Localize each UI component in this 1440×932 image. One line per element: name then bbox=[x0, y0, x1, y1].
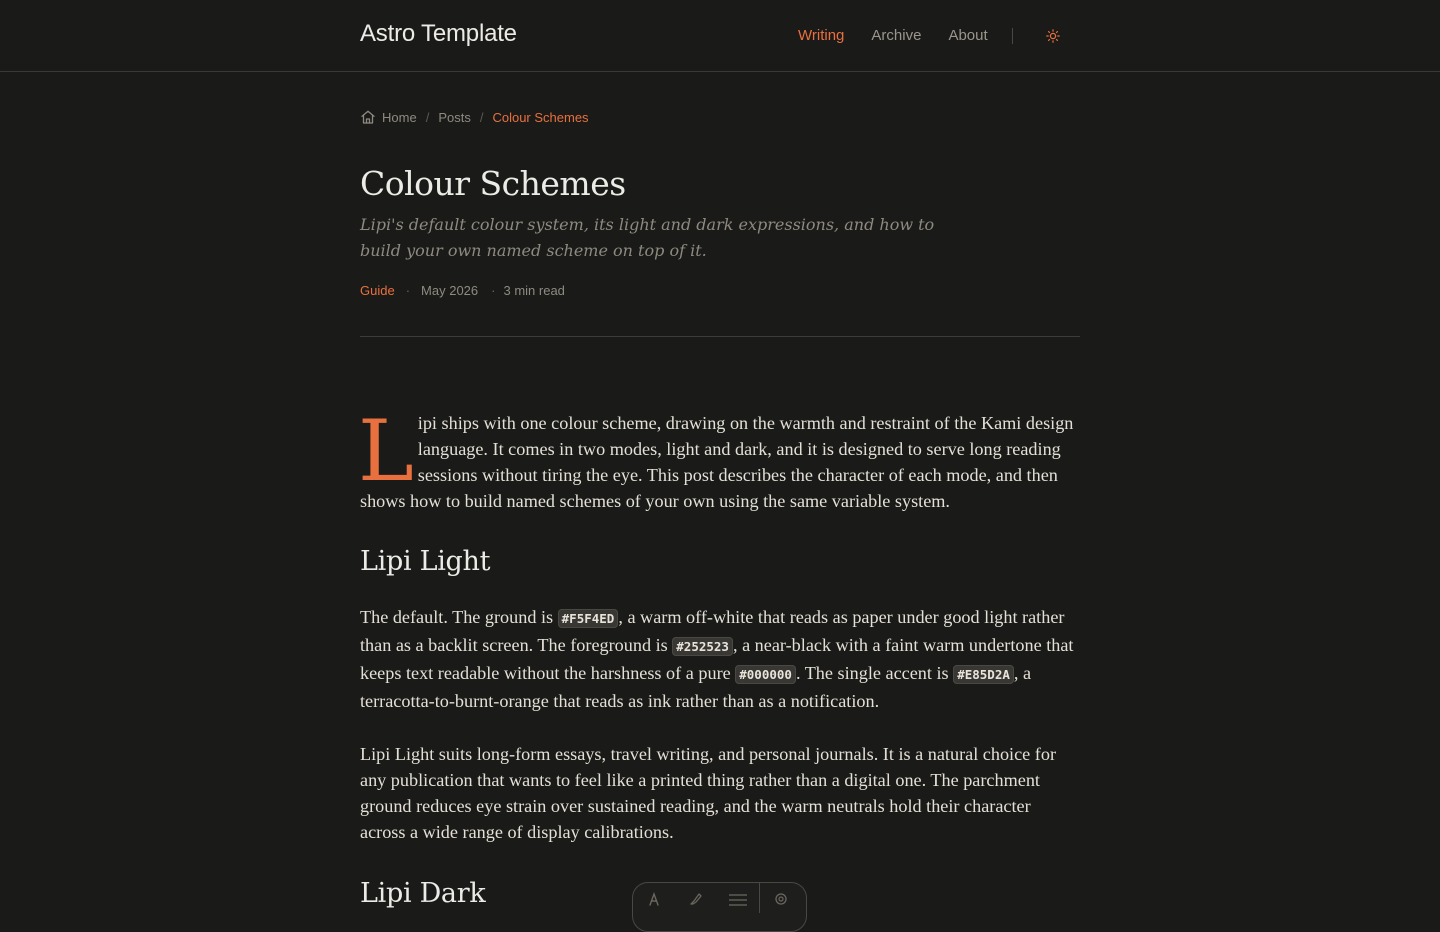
post-meta bbox=[360, 283, 565, 298]
meta-separator: · bbox=[491, 283, 496, 298]
nav-writing[interactable]: Writing bbox=[798, 27, 845, 44]
color-code: #E85D2A bbox=[953, 665, 1014, 684]
post-body bbox=[358, 402, 1080, 912]
sun-icon[interactable] bbox=[1046, 29, 1060, 43]
breadcrumb-current: Colour Schemes bbox=[492, 109, 589, 125]
paragraph-lipi-light-colors bbox=[360, 604, 1080, 714]
nav-divider bbox=[1012, 28, 1013, 44]
breadcrumb-home[interactable]: Home bbox=[382, 109, 417, 125]
highlight-icon[interactable] bbox=[675, 891, 717, 915]
intro-text: ipi ships with one colour scheme, drawing on the warmth and restraint of the Kami design language. It comes in two modes, light and dark, and it is designed to serve long reading sessions without tiring the eye. This post describes the character of each mode, and then shows how to build named schemes of your own using the same variable system. bbox=[360, 413, 1074, 511]
intro-paragraph bbox=[358, 402, 1080, 514]
section-heading-lipi-dark: Lipi Dark bbox=[360, 878, 486, 909]
nav-about[interactable]: About bbox=[948, 27, 988, 44]
text-run: , a terracotta-to-burnt-orange that reads as ink rather than as a notification. bbox=[360, 663, 1032, 711]
text-run: , a warm off-white that reads as paper under good light rather than as a backlit screen. The foreground is bbox=[360, 607, 1065, 655]
color-code: #000000 bbox=[735, 665, 796, 684]
meta-separator: · bbox=[405, 283, 411, 298]
color-code: #252523 bbox=[672, 637, 733, 656]
settings-icon[interactable] bbox=[760, 891, 802, 915]
post-title: Colour Schemes bbox=[360, 164, 626, 203]
text-run: The default. The ground is bbox=[360, 607, 558, 627]
post-date: May 2026 bbox=[421, 283, 479, 298]
breadcrumb-posts[interactable]: Posts bbox=[438, 109, 471, 125]
header-divider bbox=[360, 336, 1080, 337]
site-brand-link[interactable]: Astro Template bbox=[360, 20, 517, 47]
nav-archive[interactable]: Archive bbox=[871, 27, 922, 44]
site-header bbox=[0, 0, 1440, 72]
menu-icon[interactable] bbox=[717, 891, 759, 915]
paragraph-lipi-light-usage: Lipi Light suits long-form essays, travel writing, and personal journals. It is a natural choice for any publication that wants to feel like a printed thing rather than a digital one. The parchment ground reduces eye strain over sustained reading, and the warm neutrals hold their character across a wide range of display calibrations. bbox=[360, 744, 1057, 842]
section-heading-lipi-light: Lipi Light bbox=[360, 546, 491, 577]
post-category-link[interactable]: Guide bbox=[360, 283, 395, 298]
home-icon[interactable] bbox=[360, 109, 376, 125]
post-read-time: 3 min read bbox=[503, 283, 565, 298]
post-subtitle: Lipi's default colour system, its light and dark expressions, and how to build your own named scheme on top of it. bbox=[360, 215, 935, 260]
text-run: , a near-black with a faint warm undertone that keeps text readable without the harshness of a pure bbox=[360, 635, 1074, 683]
main-nav bbox=[798, 27, 1060, 44]
reading-toolbar bbox=[632, 882, 807, 932]
breadcrumb-separator: / bbox=[479, 109, 484, 125]
color-code: #F5F4ED bbox=[558, 609, 619, 628]
breadcrumb bbox=[360, 109, 589, 125]
drop-cap: L bbox=[358, 402, 414, 500]
font-icon[interactable] bbox=[633, 891, 675, 915]
text-run: . The single accent is bbox=[795, 663, 954, 683]
breadcrumb-separator: / bbox=[425, 109, 430, 125]
